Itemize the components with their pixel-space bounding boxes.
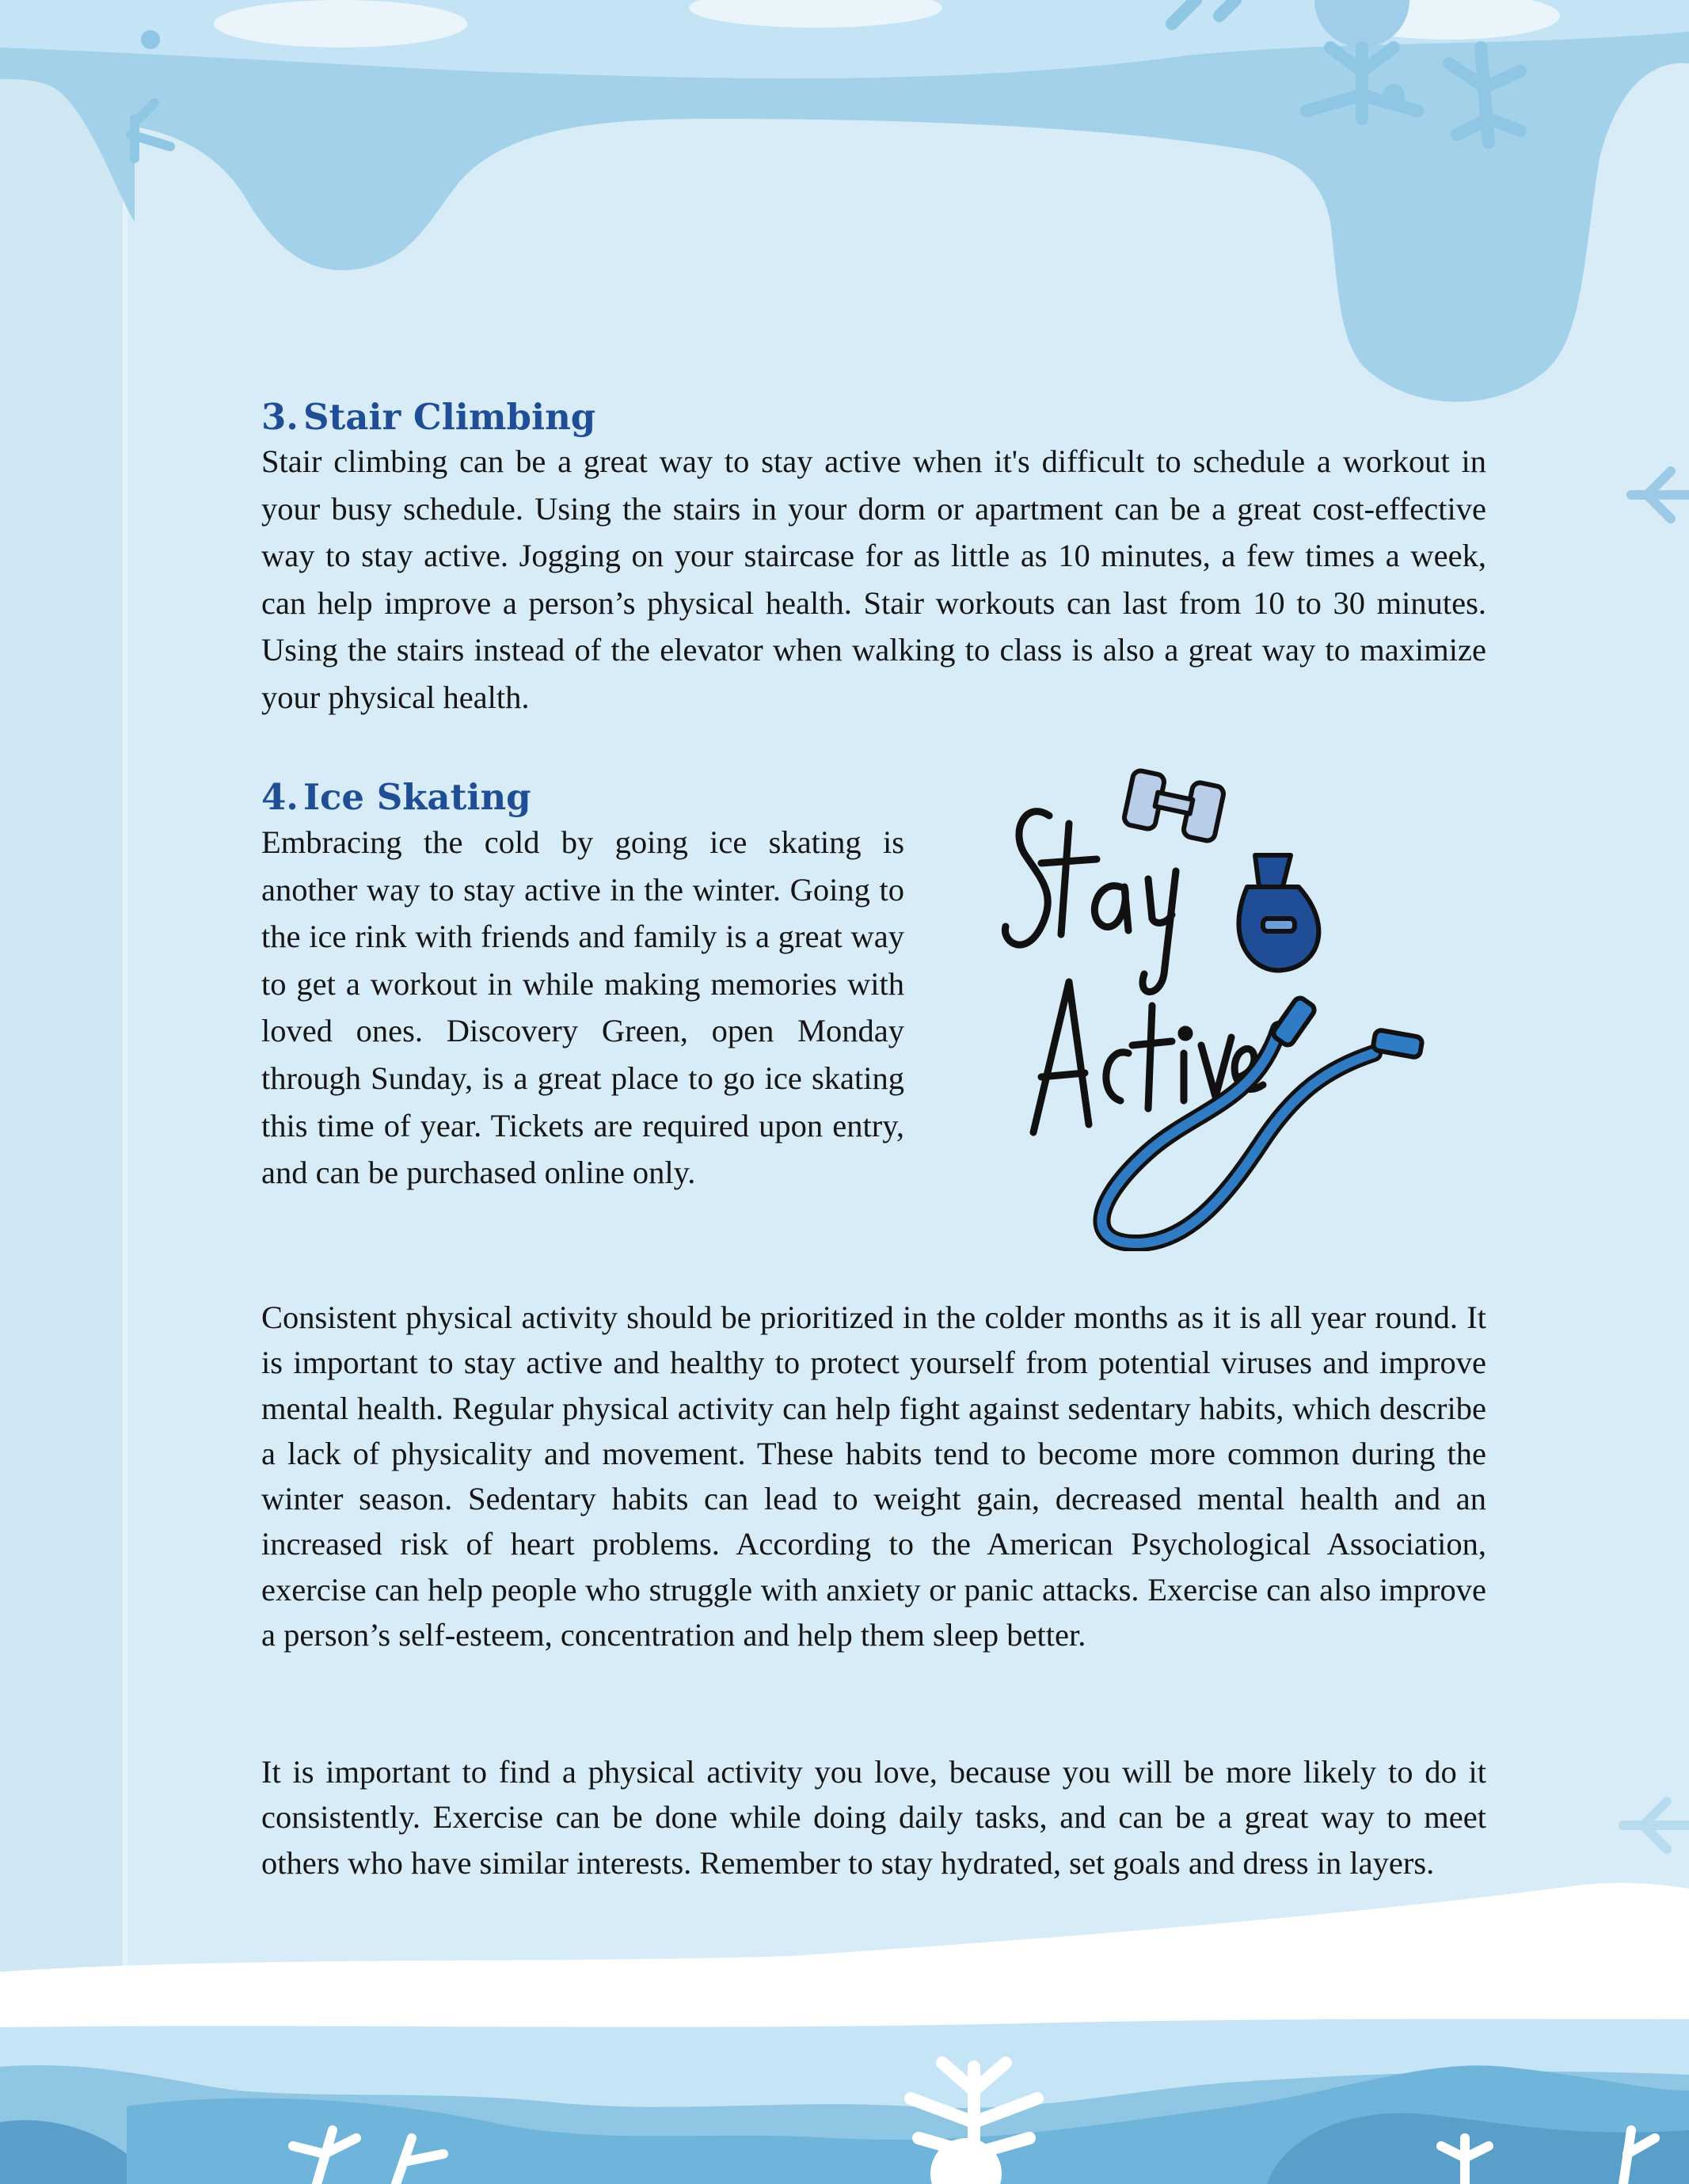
section-body-ice-skating: Embracing the cold by going ice skating is another way to stay active in the winter. Going to the ice rink with friends and family is a great way to get a workout in while making memories with loved ones. Discovery Green, open Monday through Sunday, is a great place to go ice skating this time of year. Tickets are required upon entry, and can be purchased online only. xyxy=(261,824,904,1191)
section-number: 3. xyxy=(261,396,299,438)
body-paragraph: It is important to find a physical activity you love, because you will be more likely to do it consistently. Exercise can be done while doing daily tasks, and can be a great way to meet others who have similar interests. Remember to stay hydrated, set goals and dress in layers. xyxy=(261,1754,1486,1881)
stay-active-lettering xyxy=(1005,812,1263,1132)
section-body-stair-climbing: Stair climbing can be a great way to stay active when it's difficult to schedule a workout in your busy schedule. Using the stairs in your dorm or apartment can be a great cost-effective way to stay active. Jogging on your staircase for as little as 10 minutes, a few times a week, can help improve a person’s physical health. Stair workouts can last from 10 to 30 minutes. Using the stairs instead of the elevator when walking to class is also a great way to maximize your physical health. xyxy=(261,443,1486,715)
body-paragraph: Consistent physical activity should be prioritized in the colder months as it is all year round. It is important to stay active and healthy to protect yourself from potential viruses and improve mental health. Regular physical activity can help fight against sedentary habits, which describe a lack of physicality and movement. These habits tend to become more common during the winter season. Sedentary habits can lead to weight gain, decreased mental health and an increased risk of heart problems. According to the American Psychological Association, exercise can help people who struggle with anxiety or panic attacks. Exercise can also improve a person’s self-esteem, concentration and help them sleep better. xyxy=(261,1299,1486,1653)
section-title: Stair Climbing xyxy=(302,396,596,438)
section-title: Ice Skating xyxy=(302,776,531,818)
stay-active-illustration xyxy=(994,768,1437,1251)
section-heading-ice-skating xyxy=(261,774,531,821)
kettlebell-icon xyxy=(1238,855,1318,970)
section-number: 4. xyxy=(261,776,299,818)
dumbbell-icon xyxy=(1123,770,1225,843)
section-heading-stair-climbing xyxy=(261,394,595,441)
